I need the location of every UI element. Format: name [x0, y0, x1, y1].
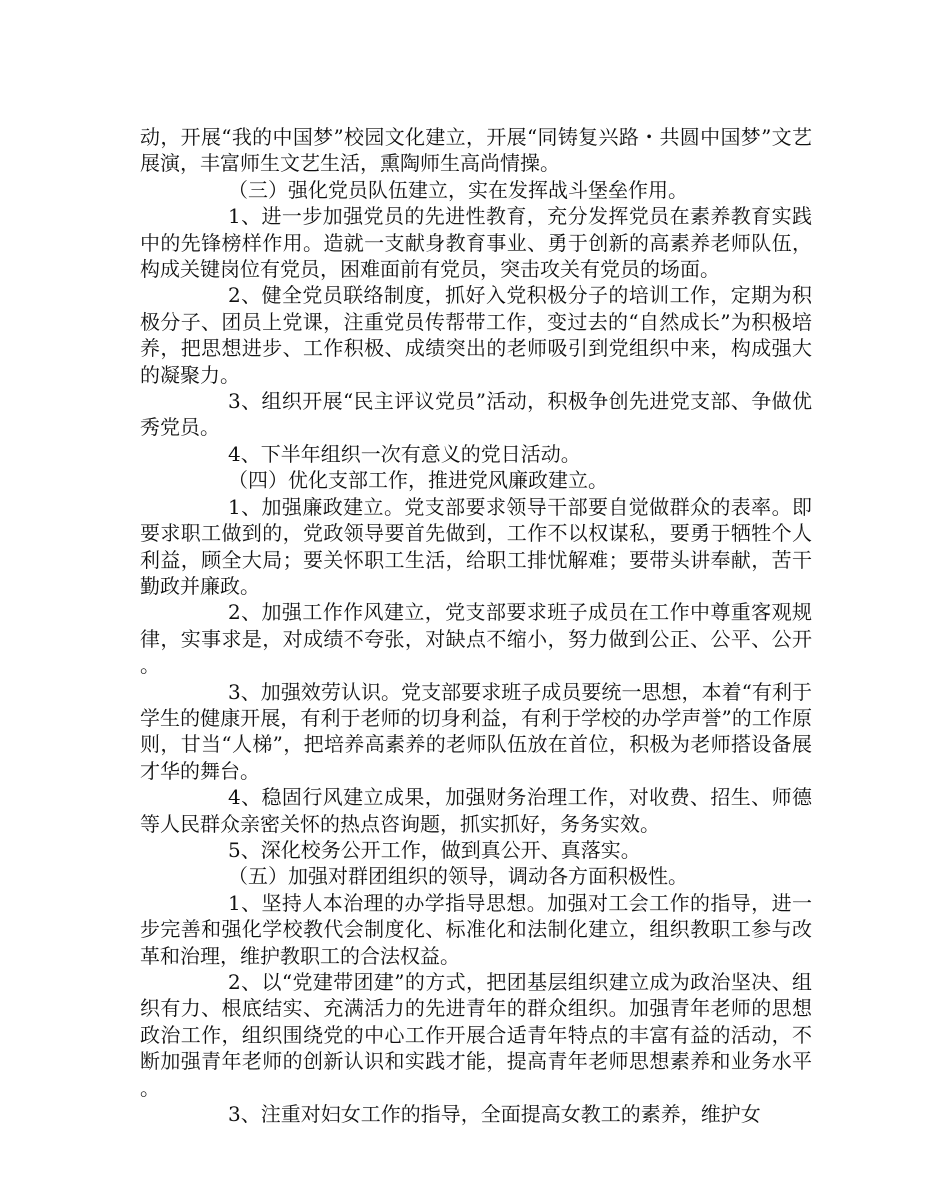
list-item: 4、下半年组织一次有意义的党日活动。 — [228, 441, 581, 466]
list-item: 5、深化校务公开工作，做到真公开、真落实。 — [228, 837, 641, 862]
list-item: 3、注重对妇女工作的指导，全面提高女教工的素养，维护女 — [228, 1102, 761, 1127]
list-item: 2、健全党员联络制度，抓好入党积极分子的培训工作，定期为积极分子、团员上党课，注重党员传帮带工作，变过去的“自然成长”为积极培养，把思想进步、工作积极、成绩突出的老师吸引到党组织中来，构成强大的凝聚力。 — [140, 283, 812, 387]
paragraph-continuation: 动，开展“我的中国梦”校园文化建立，开展“同铸复兴路・共圆中国梦”文艺展演，丰富师生文艺生活，熏陶师生高尚情操。 — [140, 125, 812, 176]
section-heading-4: （四）优化支部工作，推进党风廉政建立。 — [228, 468, 608, 493]
list-item: 1、加强廉政建立。党支部要求领导干部要自觉做群众的表率。即要求职工做到的，党政领导要首先做到，工作不以权谋私，要勇于牺牲个人利益，顾全大局；要关怀职工生活，给职工排忧解难；要带头讲奉献，苦干勤政并廉政。 — [140, 494, 812, 598]
list-item: 2、以“党建带团建”的方式，把团基层组织建立成为政治坚决、组织有力、根底结实、充满活力的先进青年的群众组织。加强青年老师的思想政治工作，组织围绕党的中心工作开展合适青年特点的丰富有益的活动，不断加强青年老师的创新认识和实践才能，提高青年老师思想素养和业务水平。 — [140, 970, 812, 1100]
list-item: 3、加强效劳认识。党支部要求班子成员要统一思想，本着“有利于学生的健康开展，有利于老师的切身利益，有利于学校的办学声誉”的工作原则，甘当“人梯”，把培养高素养的老师队伍放在首位，积极为老师搭设备展才华的舞台。 — [140, 679, 812, 783]
section-heading-3: （三）强化党员队伍建立，实在发挥战斗堡垒作用。 — [228, 177, 688, 202]
section-heading-5: （五）加强对群团组织的领导，调动各方面积极性。 — [228, 864, 688, 889]
document-page — [140, 124, 812, 1127]
list-item: 1、坚持人本治理的办学指导思想。加强对工会工作的指导，进一步完善和强化学校教代会制度化、标准化和法制化建立，组织教职工参与改革和治理，维护教职工的合法权益。 — [140, 890, 812, 968]
list-item: 2、加强工作作风建立，党支部要求班子成员在工作中尊重客观规律，实事求是，对成绩不夸张，对缺点不缩小，努力做到公正、公平、公开。 — [140, 600, 812, 678]
list-item: 1、进一步加强党员的先进性教育，充分发挥党员在素养教育实践中的先锋榜样作用。造就一支献身教育事业、勇于创新的高素养老师队伍，构成关键岗位有党员，困难面前有党员，突击攻关有党员的场面。 — [140, 204, 812, 282]
list-item: 4、稳固行风建立成果，加强财务治理工作，对收费、招生、师德等人民群众亲密关怀的热点咨询题，抓实抓好，务务实效。 — [140, 785, 812, 836]
list-item: 3、组织开展“民主评议党员”活动，积极争创先进党支部、争做优秀党员。 — [140, 389, 812, 440]
